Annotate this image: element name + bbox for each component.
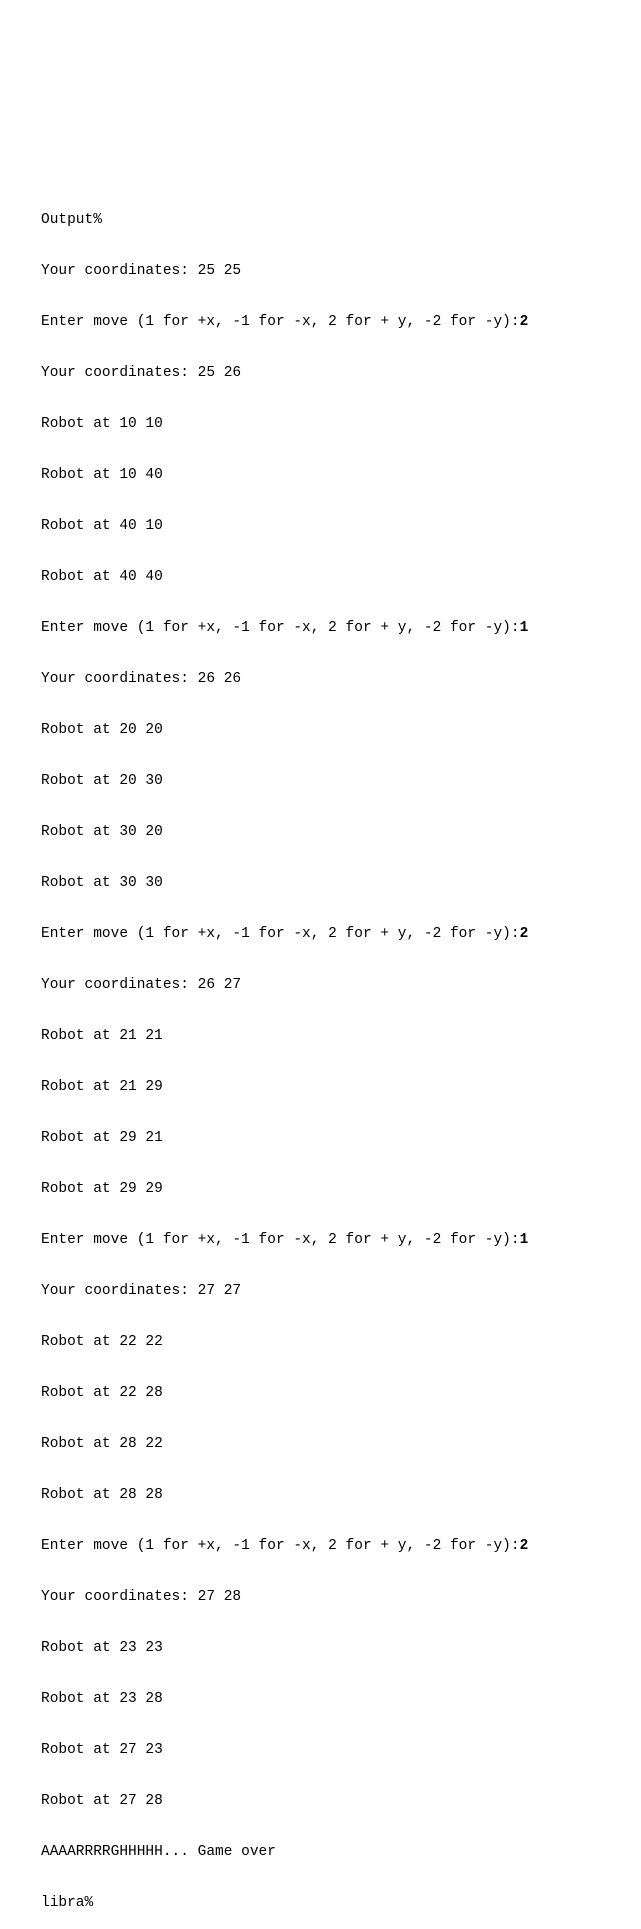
console-line [41,1844,631,1861]
console-line [41,416,631,433]
console-line [41,1130,631,1147]
line-text: Robot at 27 28 [41,1793,163,1809]
line-text: Robot at 40 10 [41,518,163,534]
line-text: Robot at 10 10 [41,416,163,432]
line-text: Robot at 22 22 [41,1334,163,1350]
line-text: Robot at 21 29 [41,1079,163,1095]
console-line [41,1334,631,1351]
line-text: Robot at 22 28 [41,1385,163,1401]
line-text: Your coordinates: 25 25 [41,263,242,279]
console-line [41,1436,631,1453]
console-line [41,1487,631,1504]
line-text: Robot at 30 20 [41,824,163,840]
console-line [41,569,631,586]
prompt-line [41,1232,631,1249]
user-input: 1 [519,620,529,636]
shell-prompt [41,1895,631,1912]
prompt-line [41,1538,631,1555]
prompt-line [41,620,631,637]
line-text: Robot at 40 40 [41,569,163,585]
user-input: 1 [519,1232,529,1248]
console-line [41,1691,631,1708]
line-text: Your coordinates: 26 27 [41,977,242,993]
line-text: Enter move (1 for +x, -1 for -x, 2 for + y, -2 for -y): [41,620,520,636]
line-text: Robot at 20 30 [41,773,163,789]
line-text: Robot at 29 21 [41,1130,163,1146]
line-text: Your coordinates: 27 28 [41,1589,242,1605]
console-line [41,365,631,382]
console-line [41,212,631,229]
console-line [41,1385,631,1402]
console-line [41,722,631,739]
line-text: Robot at 23 28 [41,1691,163,1707]
line-text: Your coordinates: 26 26 [41,671,242,687]
console-line [41,773,631,790]
line-text: Robot at 20 20 [41,722,163,738]
line-text: Enter move (1 for +x, -1 for -x, 2 for + y, -2 for -y): [41,314,520,330]
console-line [41,1283,631,1300]
console-line [41,518,631,535]
console-line [41,1742,631,1759]
line-text: AAAARRRRGHHHHH... Game over [41,1844,276,1860]
line-text: Robot at 23 23 [41,1640,163,1656]
prompt-line [41,926,631,943]
line-text: Robot at 29 29 [41,1181,163,1197]
terminal-output [41,178,631,1929]
line-text: Your coordinates: 27 27 [41,1283,242,1299]
line-text: Robot at 30 30 [41,875,163,891]
line-text: Enter move (1 for +x, -1 for -x, 2 for + y, -2 for -y): [41,926,520,942]
line-text: Output% [41,212,102,228]
console-line [41,1589,631,1606]
console-line [41,1640,631,1657]
console-line [41,1181,631,1198]
console-line [41,1793,631,1810]
user-input: 2 [519,1538,529,1554]
console-line [41,1028,631,1045]
line-text: libra% [41,1895,94,1911]
console-line [41,671,631,688]
user-input: 2 [519,926,529,942]
console-line [41,467,631,484]
line-text: Your coordinates: 25 26 [41,365,242,381]
prompt-line [41,314,631,331]
console-line [41,263,631,280]
console-line [41,824,631,841]
console-line [41,875,631,892]
line-text: Enter move (1 for +x, -1 for -x, 2 for + y, -2 for -y): [41,1538,520,1554]
line-text: Enter move (1 for +x, -1 for -x, 2 for + y, -2 for -y): [41,1232,520,1248]
line-text: Robot at 28 28 [41,1487,163,1503]
console-line [41,1079,631,1096]
user-input: 2 [519,314,529,330]
console-line [41,977,631,994]
line-text: Robot at 28 22 [41,1436,163,1452]
line-text: Robot at 27 23 [41,1742,163,1758]
line-text: Robot at 21 21 [41,1028,163,1044]
line-text: Robot at 10 40 [41,467,163,483]
